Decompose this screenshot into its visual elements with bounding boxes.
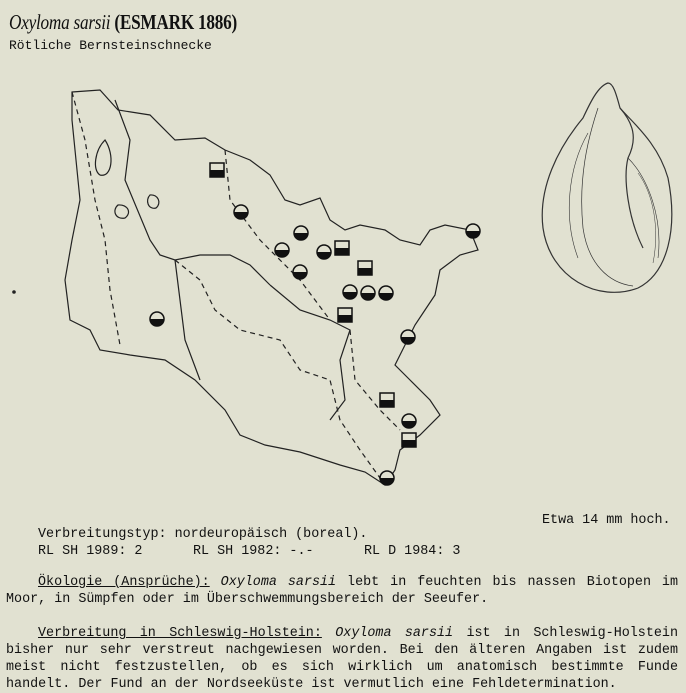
record-square-marker [358,261,372,275]
distribution-map [0,80,520,500]
record-circle-marker [234,205,248,219]
common-name: Rötliche Bernsteinschnecke [9,38,212,53]
shell-body-outline [542,83,672,292]
map-outline [65,90,478,485]
ecology-heading: Ökologie (Ansprüche): [38,575,210,590]
record-circle-marker [379,286,393,300]
ecology-species: Oxyloma sarsii [220,575,337,590]
record-circle-marker [380,471,394,485]
shell-illustration [528,78,678,308]
record-square-marker [335,241,349,255]
species-author: (ESMARK 1886) [114,10,237,34]
distribution-type: Verbreitungstyp: nordeuropäisch (boreal). [38,527,368,542]
record-circle-marker [466,224,480,238]
size-caption: Etwa 14 mm hoch. [542,513,671,528]
distribution-heading: Verbreitung in Schleswig-Holstein: [38,626,322,641]
species-title [9,10,237,35]
record-square-marker [338,308,352,322]
record-circle-marker [317,245,331,259]
record-circle-marker [293,265,307,279]
distribution-text: ist in Schleswig-Holstein bisher nur sehr verstreut nachgewiesen worden. Bei den älteren Angaben ist zudem meist nicht festzustellen, ob es sich wirklich um anatomisch bestimmte Funde handelt. Der Fund an der Nordseeküste ist vermutlich eine Fehldetermination. [6,626,678,692]
record-circle-marker [401,330,415,344]
red-list-d-1984: RL D 1984: 3 [364,544,461,559]
species-name: Oxyloma sarsii [9,10,111,34]
record-circle-marker [361,286,375,300]
red-list-sh-1989: RL SH 1989: 2 [38,544,143,559]
distribution-paragraph [6,625,678,693]
record-circle-marker [402,414,416,428]
record-circle-marker [294,226,308,240]
record-circle-marker [343,285,357,299]
ecology-text: lebt in feuchten bis nassen Biotopen im Moor, in Sümpfen oder im Überschwemmungsbereich der Seeufer. [6,575,679,607]
red-list-sh-1982: RL SH 1982: -.- [193,544,314,559]
distribution-species: Oxyloma sarsii [335,626,454,641]
ecology-paragraph [6,574,678,608]
map-dot [12,290,16,294]
record-square-marker [210,163,224,177]
record-square-marker [380,393,394,407]
record-circle-marker [275,243,289,257]
record-square-marker [402,433,416,447]
record-circle-marker [150,312,164,326]
